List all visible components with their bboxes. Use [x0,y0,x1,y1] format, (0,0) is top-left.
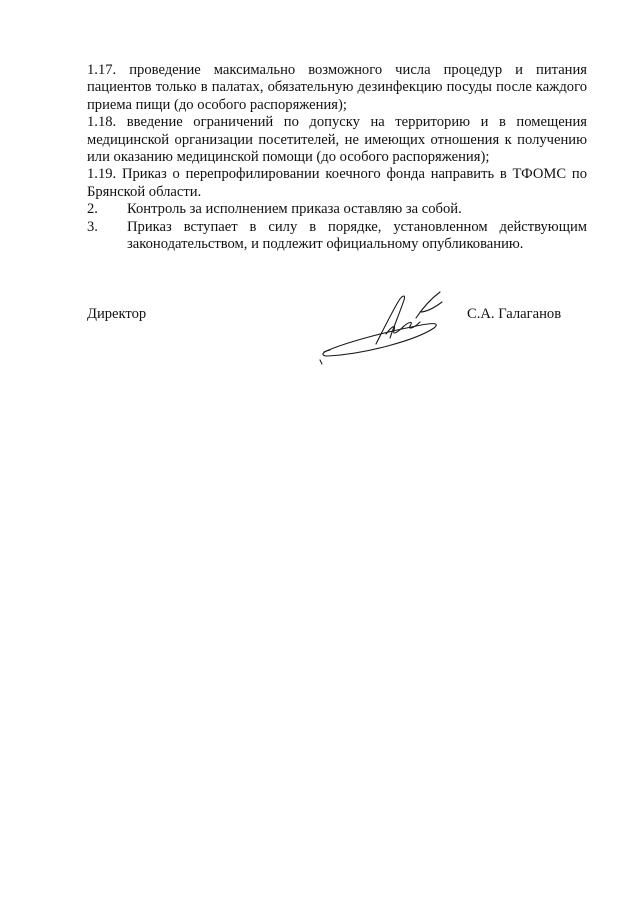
item-text: введение ограничений по допуску на территорию и в помещения медицинской организации посетителей, не имеющих отношения к получению или оказанию медицинской помощи (до особого распоряжения); [87,114,587,166]
item-text: Приказ вступает в силу в порядке, установленном действующим законодательством, и подлежит официальному опубликованию. [127,218,587,253]
document-body [87,62,587,253]
signatory-name: С.А. Галаганов [467,306,562,322]
item-number: 1.19. [87,166,117,183]
item-number: 1.17. [87,62,117,78]
item-number: 3. [87,218,98,235]
signatory-title: Директор [87,306,147,322]
item-text: проведение максимально возможного числа процедур и питания пациентов только в палатах, обязательную дезинфекцию посуды после каждого приема пищи (до особого распоряжения); [87,62,587,113]
item-number: 2. [87,201,98,218]
item-text: Приказ о перепрофилировании коечного фонда направить в ТФОМС по Брянской области. [87,166,587,200]
list-item [87,201,587,218]
list-item [87,114,587,166]
list-item [87,219,587,254]
item-number: 1.18. [87,114,117,131]
list-item [87,62,587,114]
handwritten-signature [316,282,456,366]
list-item [87,166,587,201]
item-text: Контроль за исполнением приказа оставляю за собой. [127,201,462,218]
